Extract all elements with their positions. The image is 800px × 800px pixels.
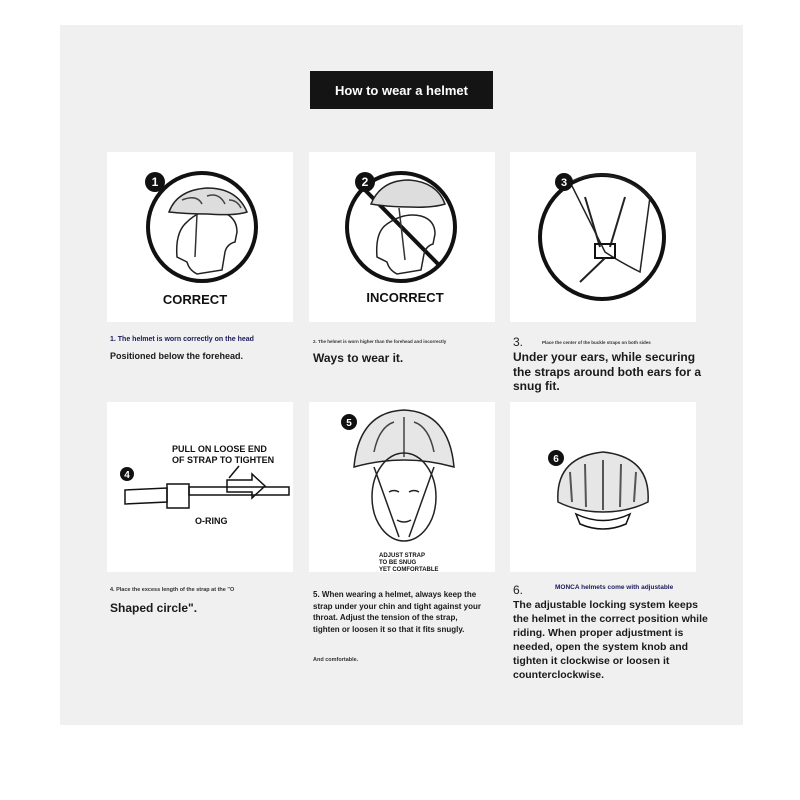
step-1-caption: 1. The helmet is worn correctly on the head [110,336,254,343]
step-4-number: 4 [124,470,130,481]
step-2-caption: 2. The helmet is worn higher than the forehead and incorrectly [313,339,447,344]
pull-label-2: OF STRAP TO TIGHTEN [172,455,275,465]
adjust-label-2: TO BE SNUG [379,560,417,566]
step-5-extra: And comfortable. [313,657,359,663]
step-1-image [107,152,293,322]
step-3-prefix: 3. [513,335,524,349]
step-3-image [510,152,696,322]
step-6-prefix: 6. [513,583,524,597]
step-6-caption: MONCA helmets come with adjustable [555,584,674,591]
strap-tighten-illustration [107,402,293,572]
helmet-rear-illustration [510,402,696,572]
chin-strap-illustration [309,402,495,572]
adjust-label-3: YET COMFORTABLE [379,567,439,572]
adjust-label-1: ADJUST STRAP [379,553,426,559]
step-5-image [309,402,495,572]
step-2-text: Ways to wear it. [313,351,404,365]
step-6-text: The adjustable locking system keeps the helmet in the correct position while riding. When proper adjustment is needed, open the system knob and tighten it clockwise or loosen it counterclockwise. [513,599,708,681]
strap-buckle-illustration [510,152,696,322]
step-6-number: 6 [553,454,559,465]
pull-label-1: PULL ON LOOSE END [172,444,267,454]
step-3-caption: Place the center of the buckle straps on both sides [542,340,651,345]
step-5-number: 5 [346,418,352,429]
step-4-caption: 4. Place the excess length of the strap at the "O [110,587,235,593]
step-3-text: Under your ears, while securing the straps around both ears for a snug fit. [513,350,702,393]
incorrect-label: INCORRECT [366,290,444,305]
page-title: How to wear a helmet [310,71,493,109]
correct-label: CORRECT [162,292,228,307]
step-3-number: 3 [560,177,568,189]
step-5-caption: 5. When wearing a helmet, always keep the strap under your chin and tight against your throat. Adjust the tension of the strap, tighten or loosen it so that it fits snugly. [313,590,482,634]
step-4-text: Shaped circle". [110,601,198,615]
step-6-image [510,402,696,572]
step-4-image [107,402,293,572]
o-ring-label: O-RING [195,516,228,526]
helmet-incorrect-illustration [309,152,495,322]
helmet-correct-illustration [107,152,293,322]
step-1-text: Positioned below the forehead. [110,351,244,361]
step-2-number: 2 [361,175,369,189]
step-1-number: 1 [151,175,159,189]
step-2-image [309,152,495,322]
